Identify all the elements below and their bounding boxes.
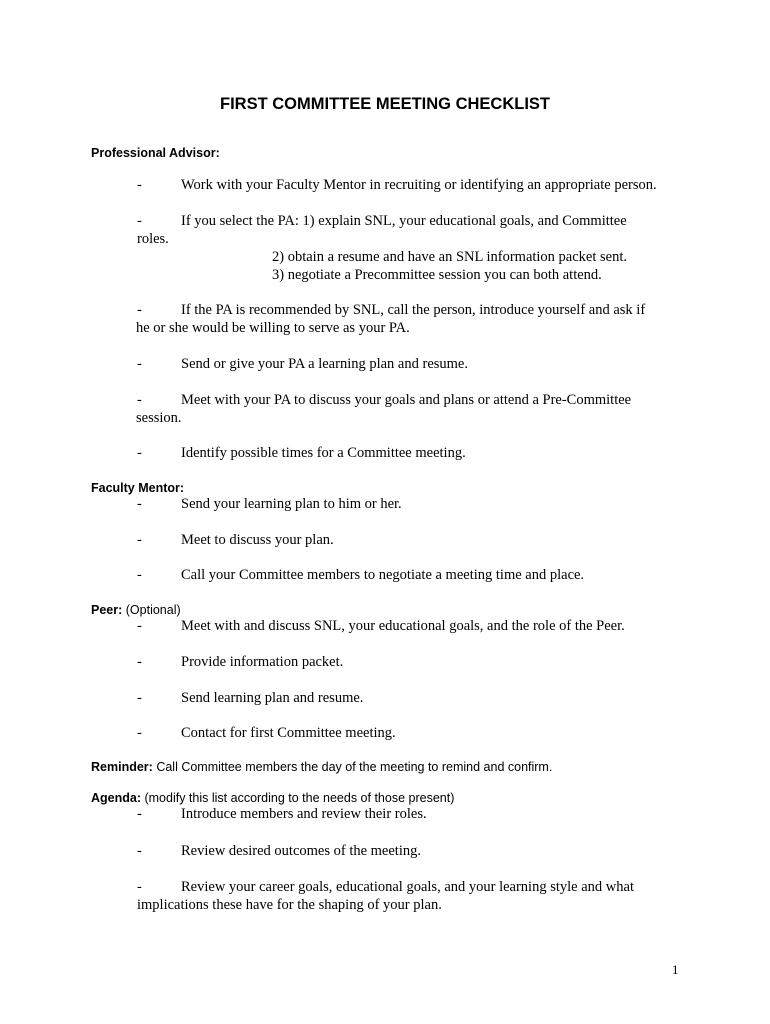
list-item: Introduce members and review their roles. bbox=[181, 806, 427, 822]
list-item: If the PA is recommended by SNL, call the person, introduce yourself and ask if bbox=[181, 302, 646, 318]
bullet-dash: - bbox=[137, 177, 142, 193]
list-item: Send or give your PA a learning plan and resume. bbox=[181, 356, 468, 372]
bullet-dash: - bbox=[137, 302, 142, 318]
bullet-dash: - bbox=[137, 806, 142, 822]
list-item: Review desired outcomes of the meeting. bbox=[181, 843, 421, 859]
bullet-dash: - bbox=[137, 690, 142, 706]
section-heading-professional-advisor: Professional Advisor: bbox=[91, 146, 220, 160]
list-item-continuation: implications these have for the shaping of your plan. bbox=[137, 897, 442, 913]
list-item: Meet with and discuss SNL, your educational goals, and the role of the Peer. bbox=[181, 618, 625, 634]
list-item: If you select the PA: 1) explain SNL, your educational goals, and Committee bbox=[181, 213, 627, 229]
list-item: Provide information packet. bbox=[181, 654, 344, 670]
section-note: (modify this list according to the needs of those present) bbox=[144, 791, 455, 805]
page-title: FIRST COMMITTEE MEETING CHECKLIST bbox=[220, 95, 550, 113]
bullet-dash: - bbox=[137, 392, 142, 408]
list-item: Work with your Faculty Mentor in recruiting or identifying an appropriate person. bbox=[181, 177, 657, 193]
bullet-dash: - bbox=[137, 843, 142, 859]
bullet-dash: - bbox=[137, 879, 142, 895]
list-item-subpoint: 3) negotiate a Precommittee session you can both attend. bbox=[272, 267, 602, 283]
bullet-dash: - bbox=[137, 532, 142, 548]
bullet-dash: - bbox=[137, 445, 142, 461]
bullet-dash: - bbox=[137, 496, 142, 512]
section-heading-agenda: Agenda: (modify this list according to the needs of those present) bbox=[91, 791, 455, 805]
list-item-continuation: session. bbox=[136, 410, 182, 426]
bullet-dash: - bbox=[137, 213, 142, 229]
list-item-continuation: he or she would be willing to serve as your PA. bbox=[136, 320, 410, 336]
list-item: Identify possible times for a Committee meeting. bbox=[181, 445, 466, 461]
section-heading-peer: Peer: (Optional) bbox=[91, 603, 181, 617]
list-item: Send learning plan and resume. bbox=[181, 690, 364, 706]
bullet-dash: - bbox=[137, 654, 142, 670]
list-item: Meet to discuss your plan. bbox=[181, 532, 334, 548]
bullet-dash: - bbox=[137, 356, 142, 372]
list-item-subpoint: 2) obtain a resume and have an SNL information packet sent. bbox=[272, 249, 628, 265]
bullet-dash: - bbox=[137, 567, 142, 583]
section-heading-reminder: Reminder: Call Committee members the day of the meeting to remind and confirm. bbox=[91, 760, 553, 774]
list-item: Contact for first Committee meeting. bbox=[181, 725, 396, 741]
list-item-continuation: roles. bbox=[137, 231, 169, 247]
section-note: (Optional) bbox=[125, 603, 181, 617]
reminder-text: Call Committee members the day of the meeting to remind and confirm. bbox=[156, 760, 553, 774]
section-heading-faculty-mentor: Faculty Mentor: bbox=[91, 481, 185, 495]
bullet-dash: - bbox=[137, 618, 142, 634]
list-item: Meet with your PA to discuss your goals and plans or attend a Pre-Committee bbox=[181, 392, 632, 408]
page-number: 1 bbox=[672, 962, 679, 977]
list-item: Send your learning plan to him or her. bbox=[181, 496, 402, 512]
list-item: Call your Committee members to negotiate a meeting time and place. bbox=[181, 567, 585, 583]
bullet-dash: - bbox=[137, 725, 142, 741]
list-item: Review your career goals, educational goals, and your learning style and what bbox=[181, 879, 634, 895]
